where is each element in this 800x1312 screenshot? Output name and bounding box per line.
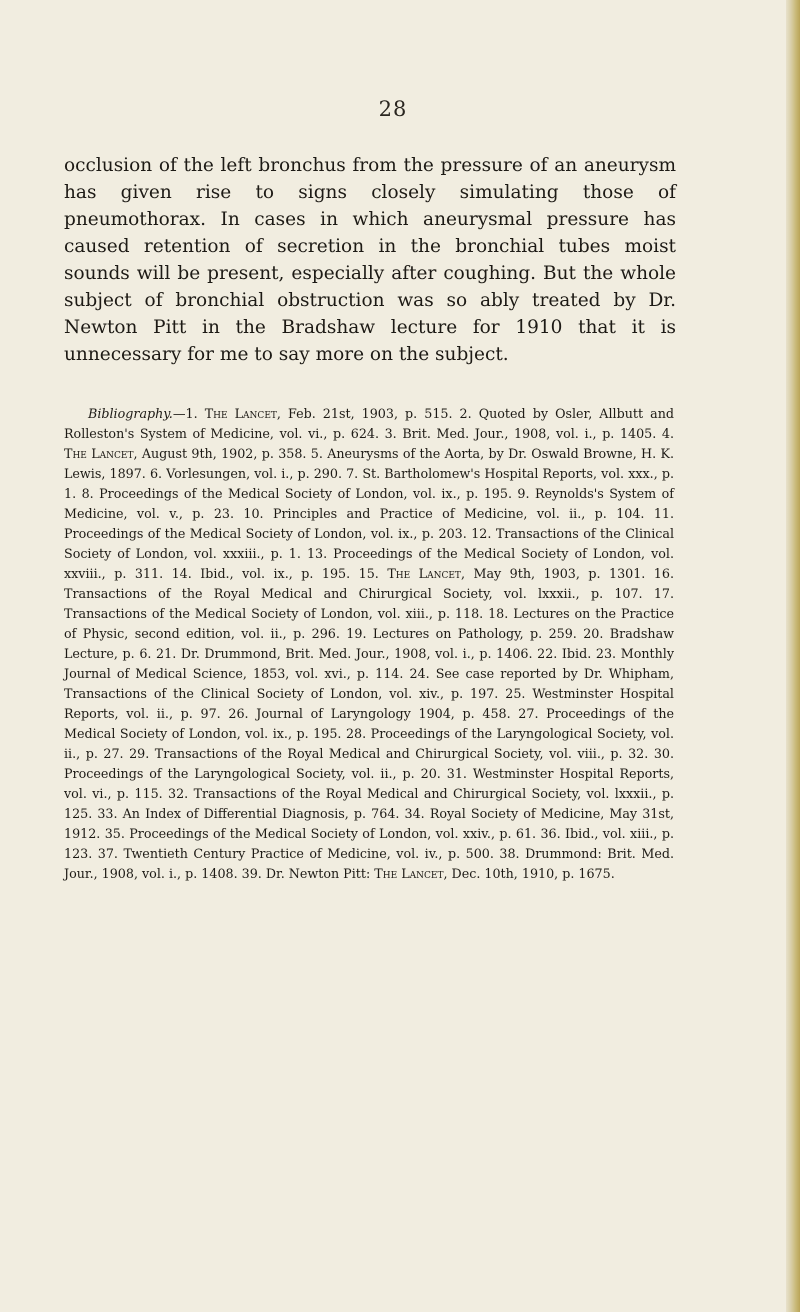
bibliography-text-3: , August 9th, 1902, p. 358. 5. Aneurysms of the Aorta, by Dr. Oswald Browne, H. K. Lewis, 1897. 6. Vorlesungen, vol. i., p. 290. 7. St. Bartholomew's Hospital Reports, vol. xxx., p. 1. 8. Proceedings of the Medical Society of London, vol. ix., p. 195. 9. Reynolds's System of Medicine, vol. v., p. 23. 10. Principles and Practice of Medicine, vol. ii., p. 104. 11. Proceedings of the Medical Society of London, vol. ix., p. 203. 12. Transactions of the Clinical Society of London, vol. xxxiii., p. 1. 13. Proceedings of the Medical Society of London, vol. xxviii., p. 311. 14. Ibid., vol. ix., p. 195. 15.	[64, 446, 674, 581]
page-edge-shadow	[786, 0, 800, 1312]
page-number: 28	[378, 97, 408, 121]
body-paragraph: occlusion of the left bronchus from the pressure of an aneurysm has given rise to signs closely simulating those of pneumothorax. In cases in which aneurysmal pressure has caused retention of secretion in the bronchial tubes moist sounds will be present, especially after coughing. But the whole subject of bronchial obstruction was so ably treated by Dr. Newton Pitt in the Bradshaw lecture for 1910 that it is unnecessary for me to say more on the subject.	[64, 155, 676, 365]
bibliography-text-5: , Dec. 10th, 1910, p. 1675.	[443, 866, 615, 881]
lancet-citation-1: The Lancet	[204, 406, 277, 421]
bibliography-text-4: , May 9th, 1903, p. 1301. 16. Transactions of the Royal Medical and Chirurgical Society, vol. lxxxii., p. 107. 17. Transactions of the Medical Society of London, vol. xiii., p. 118. 18. Lectures on the Practice of Physic, second edition, vol. ii., p. 296. 19. Lectures on Pathology, p. 259. 20. Bradshaw Lecture, p. 6. 21. Dr. Drummond, Brit. Med. Jour., 1908, vol. i., p. 1406. 22. Ibid. 23. Monthly Journal of Medical Science, 1853, vol. xvi., p. 114. 24. See case reported by Dr. Whipham, Transactions of the Clinical Society of London, vol. xiv., p. 197. 25. Westminster Hospital Reports, vol. ii., p. 97. 26. Journal of Laryngology 1904, p. 458. 27. Proceedings of the Medical Society of London, vol. ix., p. 195. 28. Proceedings of the Laryngological Society, vol. ii., p. 27. 29. Transactions of the Royal Medical and Chirurgical Society, vol. viii., p. 32. 30. Proceedings of the Laryngological Society, vol. ii., p. 20. 31. Westminster Hospital Reports, vol. vi., p. 115. 32. Transactions of the Royal Medical and Chirurgical Society, vol. lxxxii., p. 125. 33. An Index of Differential Diagnosis, p. 764. 34. Royal Society of Medicine, May 31st, 1912. 35. Proceedings of the Medical Society of London, vol. xxiv., p. 61. 36. Ibid., vol. xiii., p. 123. 37. Twentieth Century Practice of Medicine, vol. iv., p. 500. 38. Drummond: Brit. Med. Jour., 1908, vol. i., p. 1408. 39. Dr. Newton Pitt:	[64, 566, 674, 881]
lancet-citation-4: The Lancet	[374, 866, 444, 881]
lancet-citation-2: The Lancet	[64, 446, 134, 461]
bibliography-label: Bibliography.	[88, 406, 173, 421]
lancet-citation-3: The Lancet	[387, 566, 461, 581]
bibliography-paragraph	[64, 404, 674, 884]
bibliography-text-1: —1.	[172, 406, 205, 421]
bibliography-text-2: , Feb. 21st, 1903, p. 515. 2. Quoted by Osler, Allbutt and Rolleston's System of Medicine, vol. vi., p. 624. 3. Brit. Med. Jour., 1908, vol. i., p. 1405. 4.	[64, 406, 674, 441]
